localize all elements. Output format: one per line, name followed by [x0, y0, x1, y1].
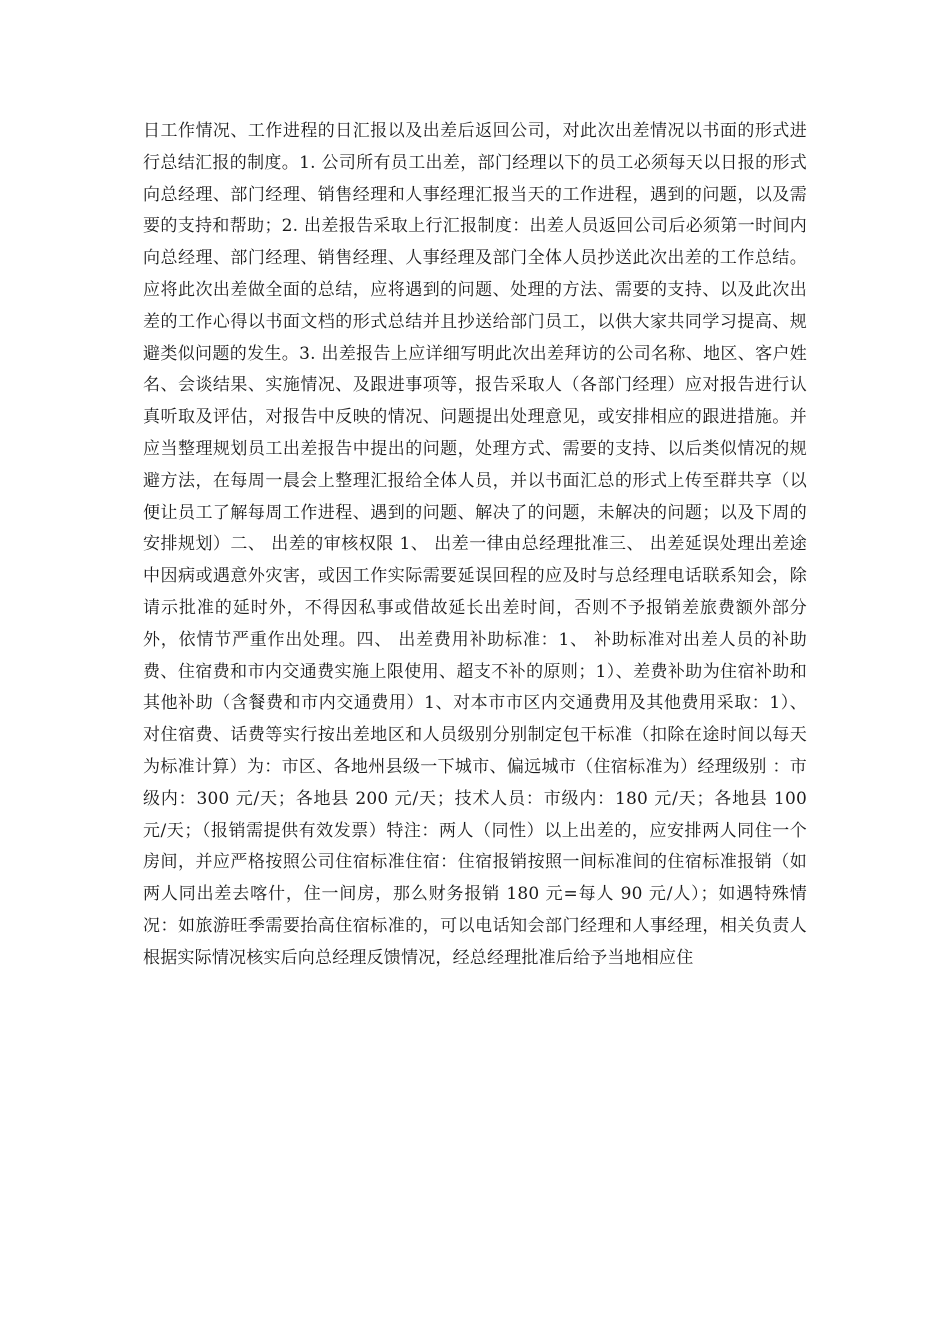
body-paragraph: 日工作情况、工作进程的日汇报以及出差后返回公司，对此次出差情况以书面的形式进行总结汇报的制度。1. 公司所有员工出差，部门经理以下的员工必须每天以日报的形式向总经理、部门经理、销售经理和人事经理汇报当天的工作进程，遇到的问题，以及需要的支持和帮助；2. 出差报告采取上行汇报制度：出差人员返回公司后必须第一时间内向总经理、部门经理、销售经理、人事经理及部门全体人员抄送此次出差的工作总结。应将此次出差做全面的总结，应将遇到的问题、处理的方法、需要的支持、以及此次出差的工作心得以书面文档的形式总结并且抄送给部门员工，以供大家共同学习提高、规避类似问题的发生。3. 出差报告上应详细写明此次出差拜访的公司名称、地区、客户姓名、会谈结果、实施情况、及跟进事项等，报告采取人（各部门经理）应对报告进行认真听取及评估，对报告中反映的情况、问题提出处理意见，或安排相应的跟进措施。并应当整理规划员工出差报告中提出的问题，处理方式、需要的支持、以后类似情况的规避方法，在每周一晨会上整理汇报给全体人员，并以书面汇总的形式上传至群共享（以便让员工了解每周工作进程、遇到的问题、解决了的问题，未解决的问题；以及下周的安排规划）二、 出差的审核权限 1、 出差一律由总经理批准三、 出差延误处理出差途中因病或遇意外灾害，或因工作实际需要延误回程的应及时与总经理电话联系知会，除请示批准的延时外，不得因私事或借故延长出差时间，否则不予报销差旅费额外部分外，依情节严重作出处理。四、 出差费用补助标准：1、 补助标准对出差人员的补助费、住宿费和市内交通费实施上限使用、超支不补的原则；1）、差费补助为住宿补助和其他补助（含餐费和市内交通费用）1、对本市市区内交通费用及其他费用采取：1）、对住宿费、话费等实行按出差地区和人员级别分别制定包干标准（扣除在途时间以每天为标准计算）为：市区、各地州县级一下城市、偏远城市（住宿标准为）经理级别 ：市级内：300 元/天；各地县 200 元/天；技术人员：市级内：180 元/天；各地县 100 元/天；（报销需提供有效发票）特注：两人（同性）以上出差的，应安排两人同住一个房间，并应严格按照公司住宿标准住宿：住宿报销按照一间标准间的住宿标准报销（如两人同出差去喀什，住一间房，那么财务报销 180 元=每人 90 元/人）；如遇特殊情况：如旅游旺季需要抬高住宿标准的，可以电话知会部门经理和人事经理，相关负责人根据实际情况核实后向总经理反馈情况，经总经理批准后给予当地相应住: [143, 121, 807, 968]
